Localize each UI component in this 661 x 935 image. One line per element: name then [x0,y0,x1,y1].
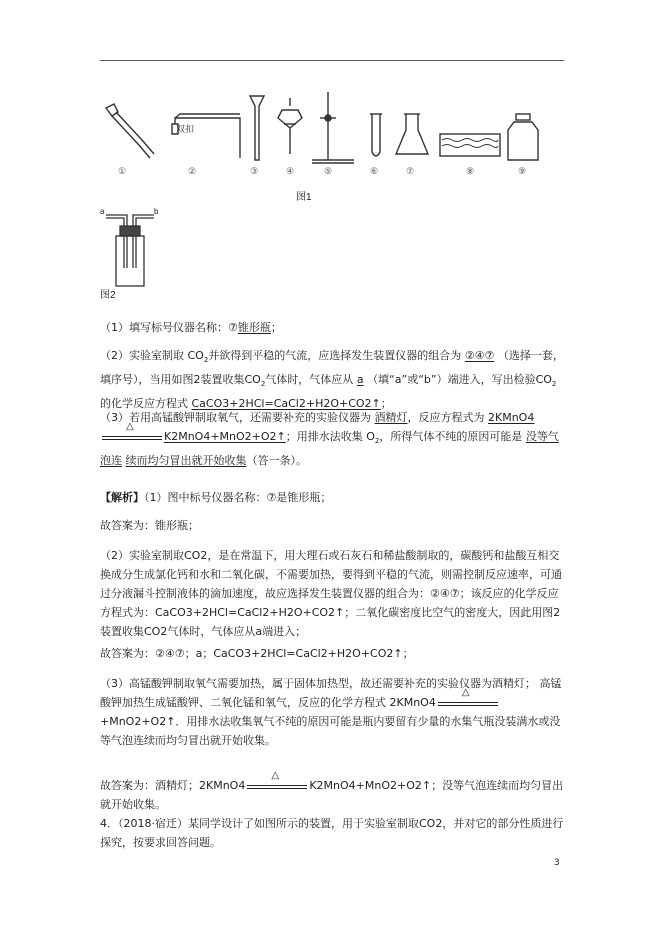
label-shuangkou: 双扣 [176,124,195,134]
q3-answer-reason-2: 续而均匀冒出就开始收集 [125,454,247,468]
q3-answer-reason-1: 没等气泡连 [100,430,559,468]
apparatus-label-1: ① [118,166,127,176]
port-a-label: a [100,207,105,216]
apparatus-label-3: ③ [250,166,259,176]
apparatus-4-separatory-funnel [278,98,302,154]
apparatus-5-iron-stand [312,92,354,163]
apparatus-1-bent-tube [106,104,118,116]
q2-answer-combo: ②④⑦ [464,349,495,362]
heat-arrow-2: △ [438,696,498,706]
question-4: 4．（2018·宿迁）某同学设计了如图所示的装置，用于实验室制取CO2，并对它的部分性质进行探究，按要求回答问题。 [100,817,564,849]
apparatus-label-8: ⑧ [466,166,475,176]
analysis-answer-3: 故答案为：酒精灯；2KMnO4 △ K2MnO4+MnO2+O2↑；没等气泡连续而均匀冒出就开始收集。 [100,770,564,811]
apparatus-6-test-tube [372,114,380,156]
analysis-2: （2）实验室制取CO2，是在常温下，用大理石或石灰石和稀盐酸制取的，碳酸钙和盐酸互相交换成分生成氯化钙和水和二氧化碳，不需要加热，要得到平稳的气流，则需控制反应速率，可通过分液漏斗控制液体的滴加速度，故应选择发生装置仪器的组合为：②④⑦；该反应的化学反应方程式为：CaCO3+2HCl=CaCl2+H2O+CO2↑；二氧化碳密度比空气的密度大，因此用图2装置收集CO2气体时，气体应从a端进入； [100,549,562,638]
question-3: （3）若用高锰酸钾制取氧气，还需要补充的实验仪器为 酒精灯，反应方程式为 2KMnO4 △ K2MnO4+MnO2+O2↑；用排水法收集 $O_2$，所得气体不纯的原因可能是 没等气泡连 续而均匀冒出就开始收集（答一条）。 [100,411,559,468]
page-number: 3 [554,858,560,868]
heat-arrow: △ [102,430,162,440]
q3-answer-apparatus: 酒精灯 [374,411,408,424]
question-2: （2）实验室制取 $CO_2$并欲得到平稳的气流，应选择发生装置仪器的组合为 ②④⑦ （选择一套，填序号），当用如图2装置收集$CO_2$气体时，气体应从 a （填“a”或“b”）端进入，写出检验$CO_2$的化学反应方程式 CaCO3+2HCl=CaCl2+H2O+CO2↑； [100,349,564,411]
analysis-answer-2: 故答案为：②④⑦；a；CaCO3+2HCl=CaCl2+H2O+CO2↑； [100,647,414,660]
apparatus-8-water-trough [440,134,500,156]
figure2-collection-bottle [100,206,160,306]
apparatus-label-4: ④ [286,166,295,176]
q1-answer: 锥形瓶 [237,321,271,334]
apparatus-label-5: ⑤ [324,166,333,176]
apparatus-7-conical-flask [396,114,428,154]
figure1-caption: 图1 [296,192,312,203]
apparatus-label-2: ② [188,166,197,176]
question-1: （1）填写标号仪器名称：⑦锥形瓶； [100,321,282,334]
q3-answer-reactant: 2KMnO4 [488,411,535,424]
heat-arrow-3: △ [247,779,307,789]
header-rule [100,60,564,61]
apparatus-label-7: ⑦ [406,166,415,176]
q1-text: （1）填写标号仪器名称：⑦ [100,321,238,334]
port-b-label: b [154,207,159,216]
analysis-heading: 【解析】 [100,491,144,504]
q3-answer-products: K2MnO4+MnO2+O2↑ [164,430,286,443]
figure1-apparatus [100,88,562,206]
analysis-3: （3）高锰酸钾制取氧气需要加热，属于固体加热型，故还需要补充的实验仪器为酒精灯； 高锰酸钾加热生成锰酸钾、二氧化锰和氧气，反应的化学方程式 2KMnO4 △ +MnO2+O2↑．用排水法收集氧气不纯的原因可能是瓶内要留有少量的水集气瓶没装满水或没等气泡连续而均匀冒出就开始收集。 [100,677,562,747]
apparatus-label-9: ⑨ [518,166,527,176]
q2-answer-port: a [356,373,364,387]
apparatus-9-gas-jar [508,114,538,160]
apparatus-label-6: ⑥ [370,166,379,176]
analysis-answer-1: 故答案为：锥形瓶； [100,519,199,532]
figure2-caption: 图2 [100,290,116,301]
analysis-1: 【解析】（1）图中标号仪器名称：⑦是锥形瓶； [100,491,332,504]
q2-answer-equation: CaCO3+2HCl=CaCl2+H2O+CO2↑ [191,397,381,411]
apparatus-3-long-funnel [250,96,264,160]
